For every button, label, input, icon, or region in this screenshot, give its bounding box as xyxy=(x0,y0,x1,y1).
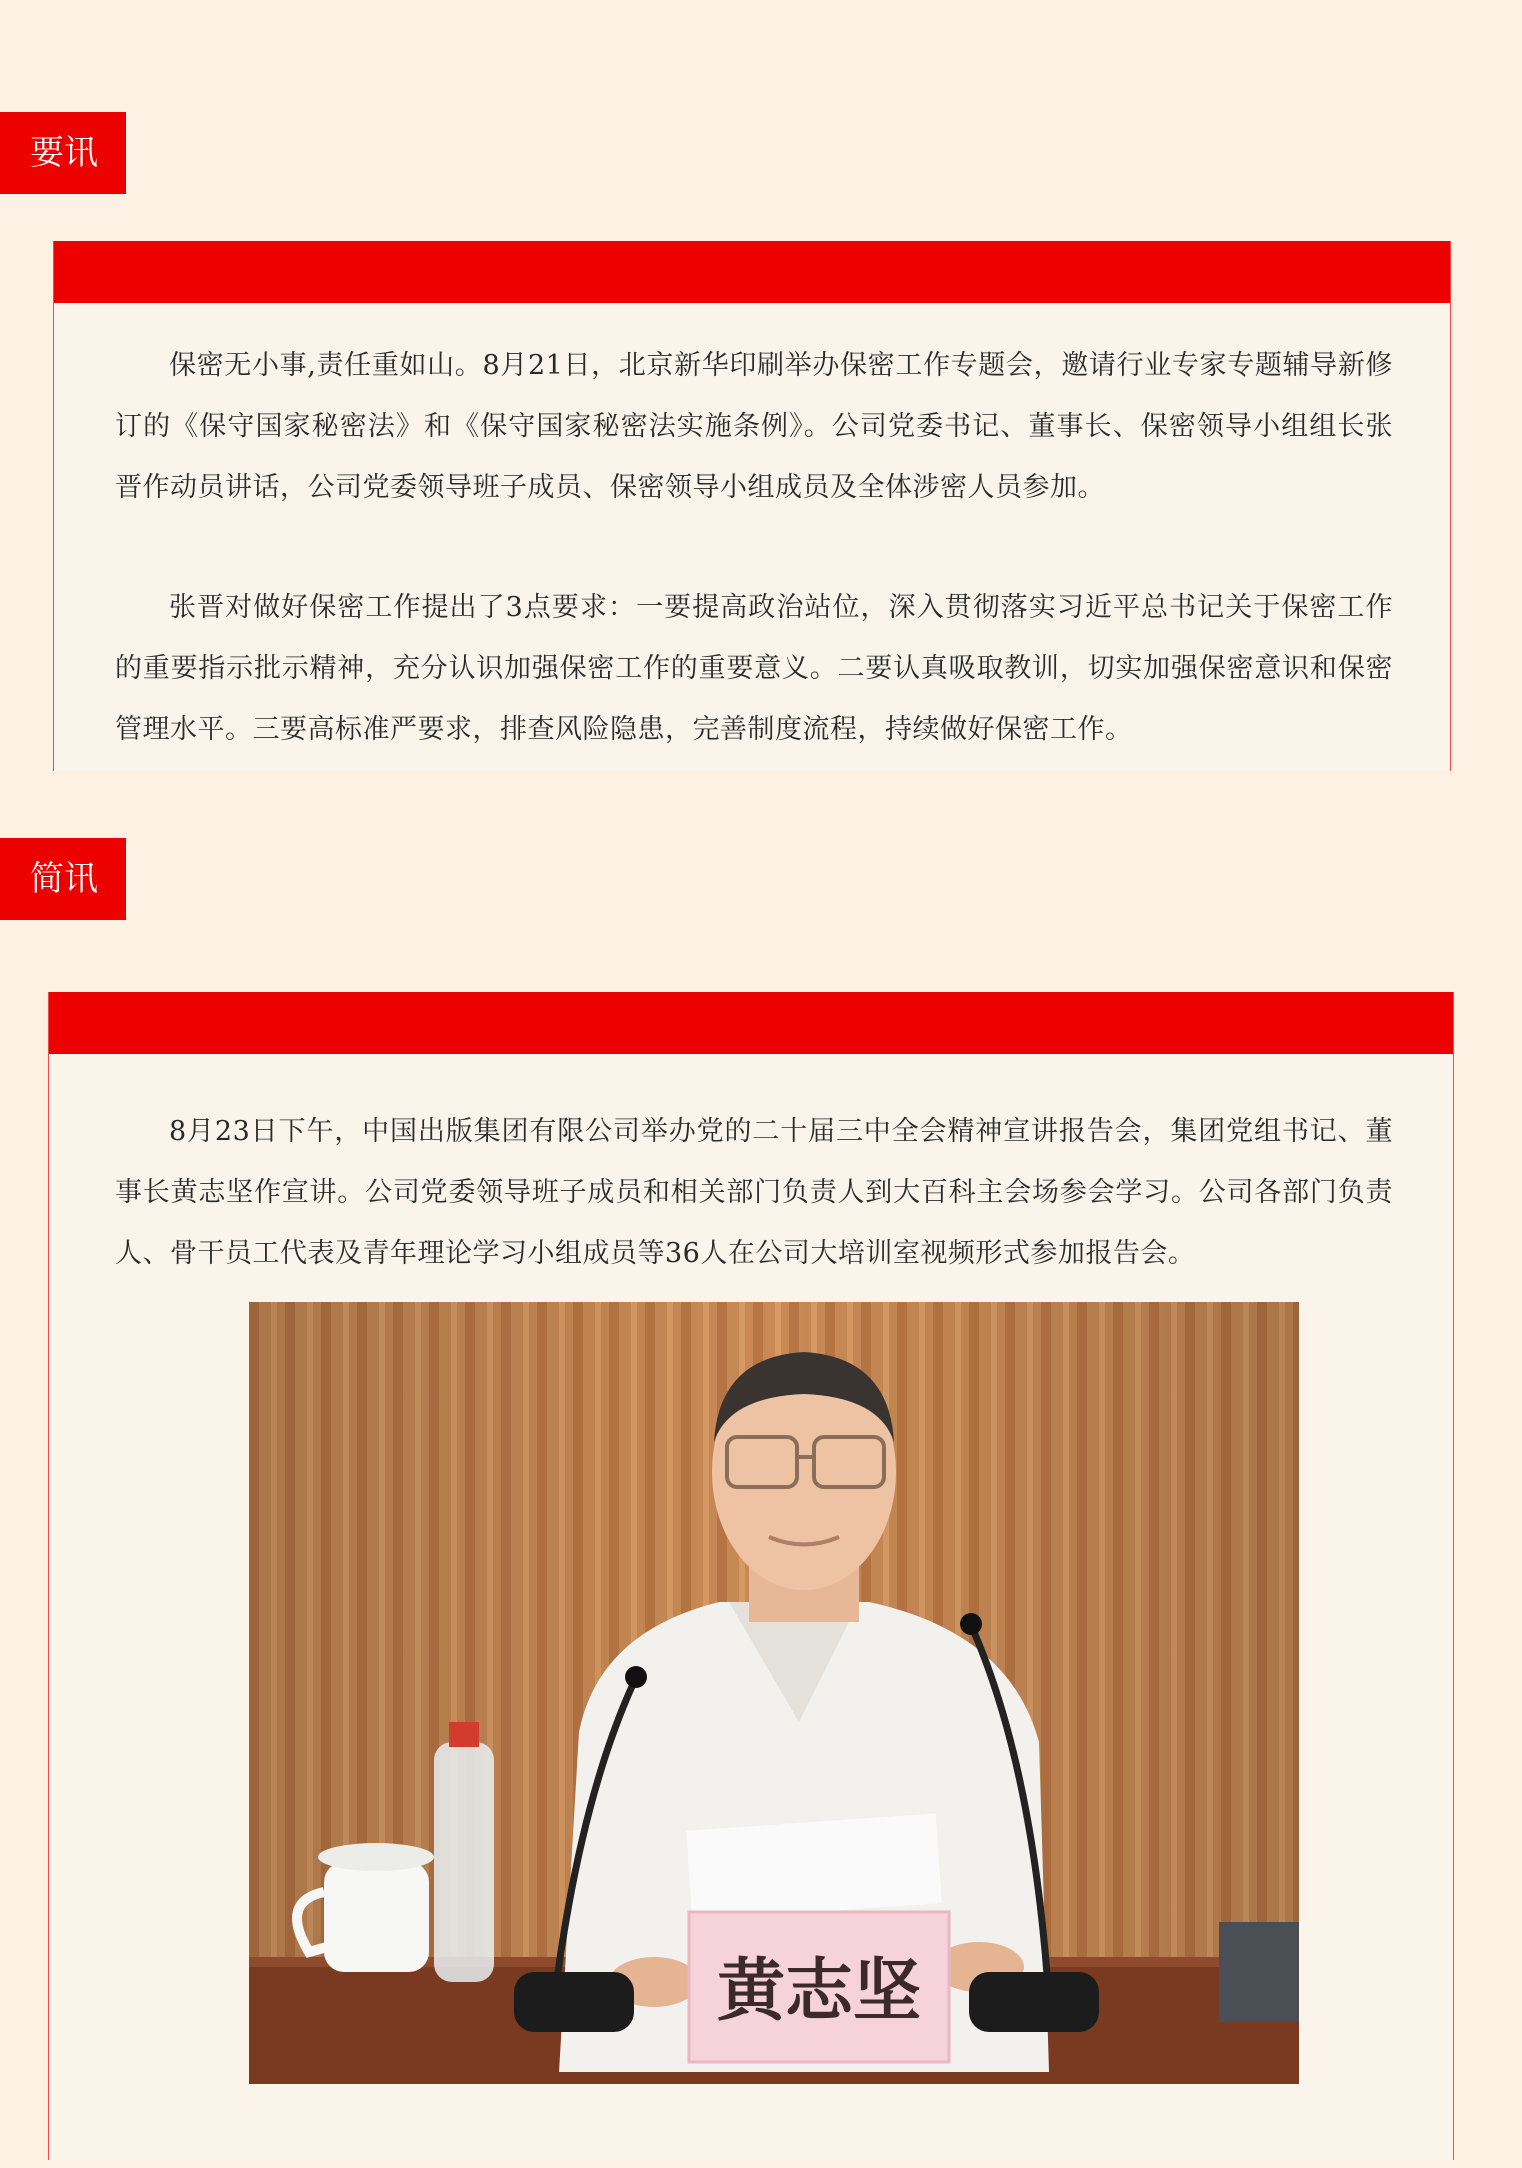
section-tag-jianxun: 简讯 xyxy=(0,838,126,920)
speaker-photo xyxy=(249,1302,1299,2084)
article-paragraph: 保密无小事,责任重如山。8月21日，北京新华印刷举办保密工作专题会，邀请行业专家专题辅导新修订的《保守国家秘密法》和《保守国家秘密法实施条例》。公司党委书记、董事长、保密领导小组组长张晋作动员讲话，公司党委领导班子成员、保密领导小组成员及全体涉密人员参加。 xyxy=(115,350,1393,503)
panel-header-bar xyxy=(49,992,1453,1054)
article-paragraph: 张晋对做好保密工作提出了3点要求：一要提高政治站位，深入贯彻落实习近平总书记关于保密工作的重要指示批示精神，充分认识加强保密工作的重要意义。二要认真吸取教训，切实加强保密意识和保密管理水平。三要高标准严要求，排查风险隐患，完善制度流程，持续做好保密工作。 xyxy=(115,592,1393,745)
nameplate-text: 黄志坚 xyxy=(716,1951,922,2031)
article-paragraph: 8月23日下午，中国出版集团有限公司举办党的二十届三中全会精神宣讲报告会，集团党组书记、董事长黄志坚作宣讲。公司党委领导班子成员和相关部门负责人到大百科主会场参会学习。公司各部门负责人、骨干员工代表及青年理论学习小组成员等36人在公司大培训室视频形式参加报告会。 xyxy=(115,1116,1393,1269)
section-tag-yaoxun: 要讯 xyxy=(0,112,126,194)
panel-header-bar xyxy=(54,241,1450,303)
